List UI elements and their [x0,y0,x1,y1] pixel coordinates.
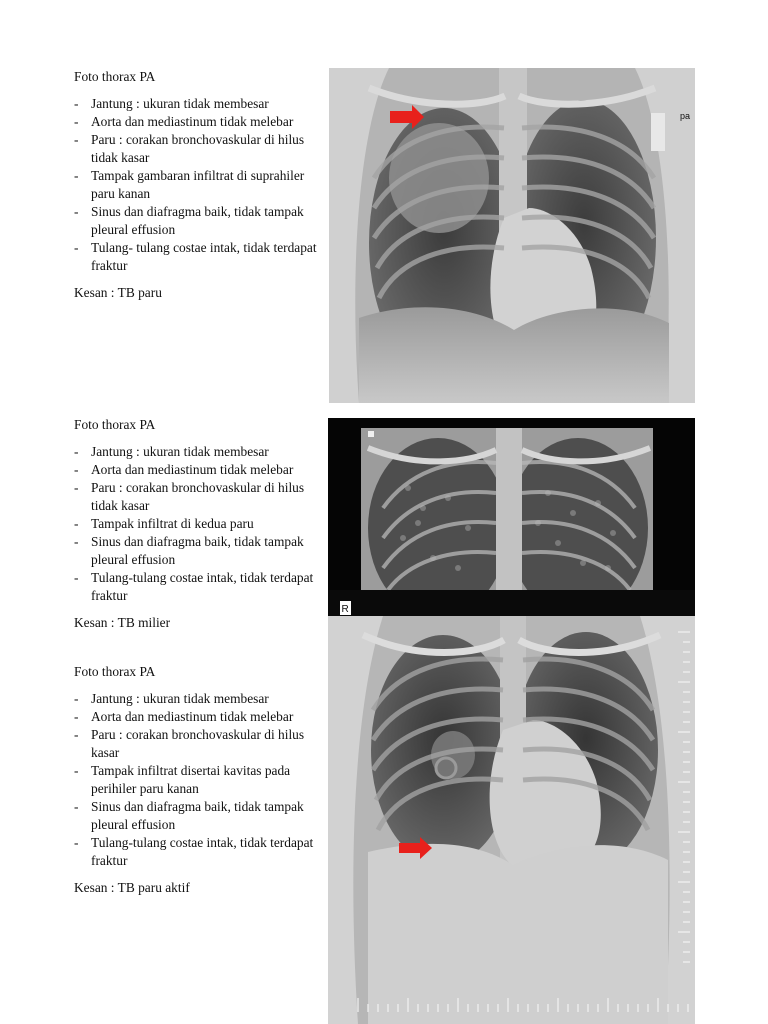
finding-text: Tampak infiltrat disertai kavitas pada perihiler paru kanan [91,763,291,796]
list-dash: - [74,240,79,255]
finding-item [74,95,324,113]
list-dash: - [74,114,79,129]
finding-item [74,726,324,762]
section-title: Foto thorax PA [74,417,156,432]
list-dash: - [74,516,79,531]
side-marker: R [341,604,349,615]
finding-text: Paru : corakan bronchovaskular di hilus kasar [91,727,305,760]
finding-item [74,239,324,275]
findings-list [74,95,324,275]
finding-item [74,690,324,708]
finding-text: Jantung : ukuran tidak membesar [91,691,269,706]
finding-item [74,167,324,203]
list-dash: - [74,204,79,219]
finding-text: Aorta dan mediastinum tidak melebar [91,114,294,129]
chest-xray-2 [328,418,695,590]
list-dash: - [74,799,79,814]
list-dash: - [74,444,79,459]
list-dash: - [74,709,79,724]
marker-square [368,431,374,437]
finding-item [74,533,324,569]
list-dash: - [74,727,79,742]
list-dash: - [74,132,79,147]
finding-text: Tulang- tulang costae intak, tidak terdapat fraktur [91,240,317,273]
finding-text: Tampak gambaran infiltrat di suprahiler paru kanan [91,168,305,201]
finding-text: Tulang-tulang costae intak, tidak terdapat fraktur [91,570,314,603]
finding-item [74,131,324,167]
findings-list [74,690,324,870]
conclusion: Kesan : TB milier [74,615,171,630]
finding-item [74,479,324,515]
finding-text: Sinus dan diafragma baik, tidak tampak pleural effusion [91,204,304,237]
finding-item [74,443,324,461]
list-dash: - [74,168,79,183]
finding-text: Aorta dan mediastinum tidak melebar [91,462,294,477]
finding-text: Paru : corakan bronchovaskular di hilus tidak kasar [91,480,305,513]
list-dash: - [74,691,79,706]
finding-text: Aorta dan mediastinum tidak melebar [91,709,294,724]
conclusion: Kesan : TB paru aktif [74,880,190,895]
chest-xray-1 [329,68,695,403]
finding-item [74,708,324,726]
list-dash: - [74,570,79,585]
finding-item [74,515,324,533]
list-dash: - [74,835,79,850]
marker-plate [651,113,665,151]
section-title: Foto thorax PA [74,69,156,84]
finding-item [74,113,324,131]
finding-text: Sinus dan diafragma baik, tidak tampak pleural effusion [91,799,304,832]
finding-item [74,461,324,479]
finding-item [74,762,324,798]
chest-xray-3 [328,590,695,1024]
finding-text: Tulang-tulang costae intak, tidak terdapat fraktur [91,835,314,868]
finding-text: Tampak infiltrat di kedua paru [91,516,254,531]
pa-marker: pa [680,111,691,121]
finding-text: Paru : corakan bronchovaskular di hilus tidak kasar [91,132,305,165]
report-section-3 [74,663,324,897]
list-dash: - [74,534,79,549]
report-section-2 [74,416,324,632]
list-dash: - [74,480,79,495]
finding-item [74,569,324,605]
list-dash: - [74,96,79,111]
top-black-band [328,590,695,616]
report-section-1 [74,68,324,302]
list-dash: - [74,462,79,477]
conclusion: Kesan : TB paru [74,285,162,300]
section-title: Foto thorax PA [74,664,156,679]
diaphragm [368,844,668,1024]
findings-list [74,443,324,605]
finding-text: Jantung : ukuran tidak membesar [91,444,269,459]
finding-item [74,834,324,870]
finding-text: Sinus dan diafragma baik, tidak tampak pleural effusion [91,534,304,567]
list-dash: - [74,763,79,778]
finding-text: Jantung : ukuran tidak membesar [91,96,269,111]
finding-item [74,798,324,834]
finding-item [74,203,324,239]
spine [496,428,522,590]
